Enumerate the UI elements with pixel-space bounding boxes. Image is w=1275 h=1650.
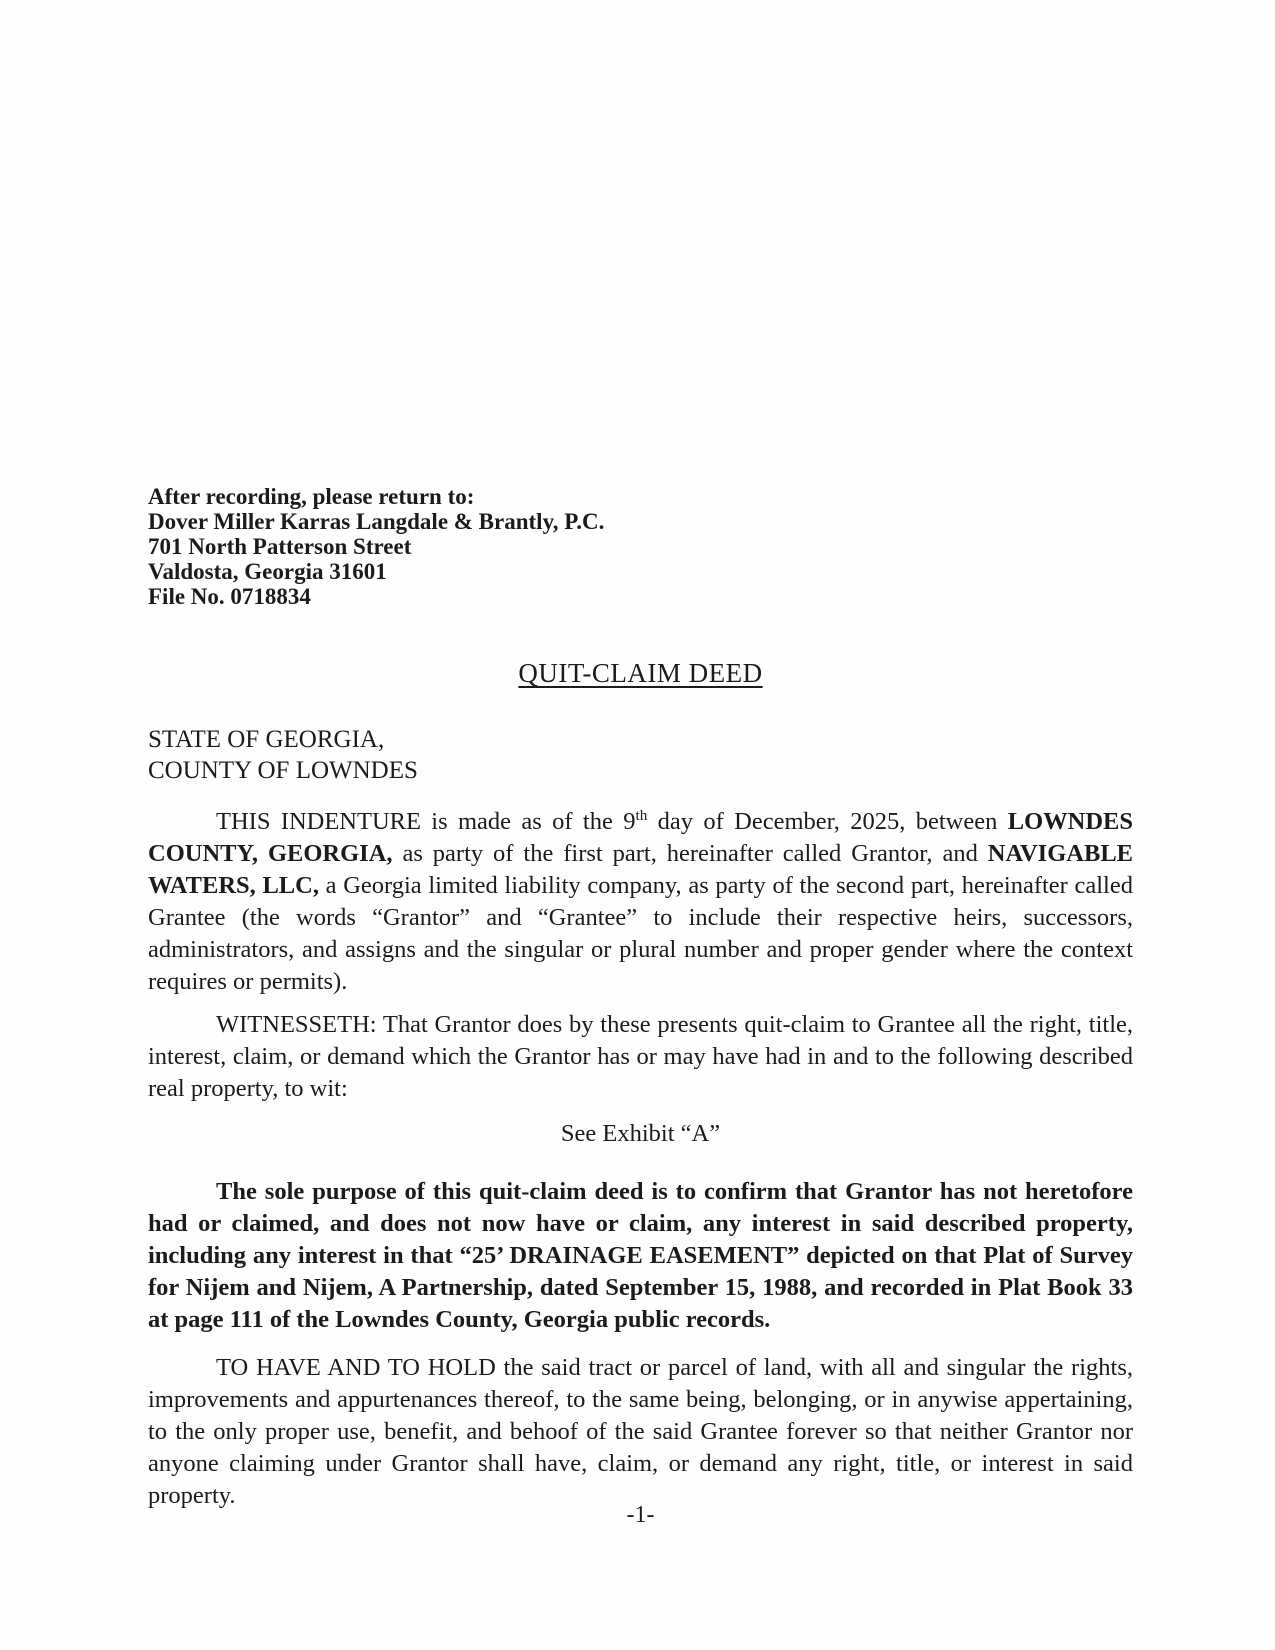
text-run: THIS INDENTURE is made as of the 9 — [216, 808, 636, 835]
state-line: STATE OF GEORGIA, — [148, 726, 385, 753]
jurisdiction-block — [148, 724, 1133, 786]
file-number-line: File No. 0718834 — [148, 584, 311, 609]
return-address-heading: After recording, please return to: — [148, 484, 475, 509]
exhibit-reference: See Exhibit “A” — [560, 1120, 721, 1147]
text-run: a Georgia limited liability company, as party of the second part, hereinafter called Grantee (the words “Grantor” and “Grantee” to include their respective heirs, successors, administrators, and assigns and the singular or plural number and proper gender where the context requires or permits). — [148, 872, 1133, 995]
return-address-city: Valdosta, Georgia 31601 — [148, 559, 387, 584]
county-line: COUNTY OF LOWNDES — [148, 757, 418, 784]
paragraph-habendum: TO HAVE AND TO HOLD the said tract or parcel of land, with all and singular the rights, improvements and appurtenances thereof, to the same being, belonging, or in anywise appertaining, to the only proper use, benefit, and behoof of the said Grantee forever so that neither Grantor nor anyone claiming under Grantor shall have, claim, or demand any right, title, or interest in said property. — [148, 1354, 1133, 1509]
paragraph-indenture — [148, 806, 1133, 998]
grantee-name-bold: NAVIGABLE WATERS, LLC, — [148, 840, 1133, 899]
paragraph-sole-purpose: The sole purpose of this quit-claim deed is to confirm that Grantor has not heretofore had or claimed, and does not now have or claim, any interest in said described property, including any interest in that “25’ DRAINAGE EASEMENT” depicted on that Plat of Survey for Nijem and Nijem, A Partnership, dated September 15, 1988, and recorded in Plat Book 33 at page 111 of the Lowndes County, Georgia public records. — [148, 1178, 1133, 1333]
text-run: day of December, 2025, between — [647, 808, 1008, 835]
return-address-firm: Dover Miller Karras Langdale & Brantly, P.C. — [148, 509, 605, 534]
document-title-text: QUIT-CLAIM DEED — [518, 658, 763, 688]
return-address-street: 701 North Patterson Street — [148, 534, 412, 559]
page-number: -1- — [626, 1502, 655, 1528]
text-run: as party of the first part, hereinafter called Grantor, and — [392, 840, 988, 867]
document-title — [148, 658, 1133, 689]
ordinal-superscript: th — [635, 806, 648, 824]
return-address-block — [148, 484, 1133, 609]
grantor-name-bold: LOWNDES COUNTY, GEORGIA, — [148, 808, 1133, 867]
paragraph-witnesseth: WITNESSETH: That Grantor does by these presents quit-claim to Grantee all the right, title, interest, claim, or demand which the Grantor has or may have had in and to the following described real property, to wit: — [148, 1011, 1133, 1102]
